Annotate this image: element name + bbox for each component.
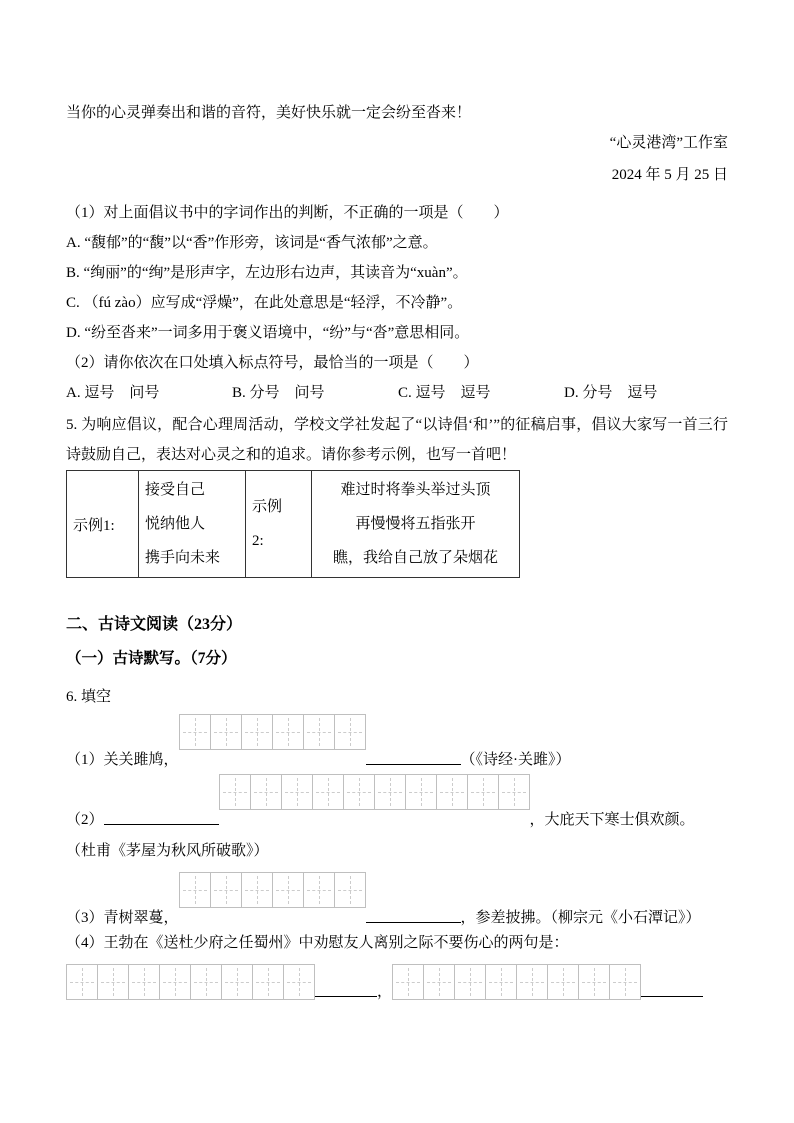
answer-cell: [467, 774, 499, 810]
answer-cell: [179, 714, 211, 750]
answer-cell: [334, 872, 366, 908]
q2-option-c: C. 逗号 逗号: [398, 385, 491, 401]
blank4-stem: （4）王勃在《送杜少府之任蜀州》中劝慰友人离别之际不要伤心的两句是：: [66, 935, 569, 951]
answer-cell: [498, 774, 530, 810]
answer-cell: [392, 964, 424, 1000]
answer-cell: [578, 964, 610, 1000]
answer-cell: [609, 964, 641, 1000]
intro-text: 当你的心灵弹奏出和谐的音符，美好快乐就一定会纷至沓来！: [66, 105, 472, 121]
example1-line-3: 携手向未来: [145, 550, 221, 566]
q5-stem: 5. 为响应倡议，配合心理周活动，学校文学社发起了“以诗倡‘和’”的征稿启事，倡议大家写一首三行诗鼓励自己，表达对心灵之和的追求。请你参考示例，也写一首吧！: [66, 417, 728, 463]
blank-line-3: [66, 870, 728, 928]
example1-line-2: 悦纳他人: [145, 516, 206, 532]
q2-option-d: D. 分号 逗号: [564, 385, 658, 401]
example1-content: [139, 471, 246, 578]
answer-cell: [159, 964, 191, 1000]
example2-label-line-1: 示例: [252, 499, 283, 515]
answer-cell: [250, 774, 282, 810]
answer-cell: [272, 714, 304, 750]
answer-cell: [436, 774, 468, 810]
blank3-answer-grid: [179, 872, 366, 908]
answer-cell: [485, 964, 517, 1000]
blank4-comma: ，: [377, 984, 393, 1000]
answer-cell: [128, 964, 160, 1000]
q2-stem: （2）请你依次在口处填入标点符号，最恰当的一项是（ ）: [66, 355, 479, 371]
answer-cell: [241, 872, 273, 908]
blank3-pre-text: （3）青树翠蔓，: [66, 910, 179, 926]
q1-stem: （1）对上面倡议书中的字词作出的判断，不正确的一项是（ ）: [66, 205, 509, 221]
answer-cell: [516, 964, 548, 1000]
answer-cell: [374, 774, 406, 810]
blank2-post-text: ，大庇天下寒士俱欢颜。: [529, 812, 695, 828]
blank2-underline: [104, 824, 219, 825]
example2-label-line-2: 2:: [252, 533, 264, 549]
q1-option-b: B. “绚丽”的“绚”是形声字，左边形右边声，其读音为“xuàn”。: [66, 265, 468, 281]
blank4-underline-a: [315, 996, 377, 997]
answer-cell: [281, 774, 313, 810]
blank-line-1: [66, 712, 728, 770]
blank1-underline: [366, 764, 461, 765]
q2-option-a: A. 逗号 问号: [66, 385, 160, 401]
answer-cell: [210, 714, 242, 750]
blank1-answer-grid: [179, 714, 366, 750]
answer-cell: [179, 872, 211, 908]
answer-cell: [283, 964, 315, 1000]
answer-cell: [454, 964, 486, 1000]
answer-cell: [423, 964, 455, 1000]
blank-line-4: [66, 962, 728, 1002]
q1-option-d: D. “纷至沓来”一词多用于褒义语境中，“纷”与“沓”意思相同。: [66, 325, 470, 341]
date-text: 2024 年 5 月 25 日: [611, 167, 728, 183]
blank3-post-text: ，参差披拂。（柳宗元《小石潭记》）: [460, 910, 701, 926]
blank1-source-text: （《诗经·关雎》）: [460, 752, 571, 768]
blank2-source-text: （杜甫《茅屋为秋风所破歌》）: [66, 843, 269, 859]
q2-option-b: B. 分号 问号: [232, 385, 325, 401]
answer-cell: [66, 964, 98, 1000]
answer-cell: [190, 964, 222, 1000]
q2-options-row: [66, 378, 728, 408]
example1-line-1: 接受自己: [145, 482, 206, 498]
q6-label: 6. 填空: [66, 689, 112, 705]
answer-cell: [252, 964, 284, 1000]
answer-cell: [219, 774, 251, 810]
signature-text: “心灵港湾”工作室: [609, 135, 728, 151]
answer-cell: [303, 872, 335, 908]
answer-cell: [547, 964, 579, 1000]
blank2-answer-grid: [219, 774, 530, 810]
q1-option-c: C. （fú zào）应写成“浮燥”，在此处意思是“轻浮，不冷静”。: [66, 295, 463, 311]
blank4-underline-b: [641, 996, 703, 997]
example-table-row: [67, 471, 520, 578]
answer-cell: [97, 964, 129, 1000]
example-table: [66, 470, 520, 578]
section-subtitle: （一）古诗默写。（7分）: [66, 650, 237, 667]
answer-cell: [210, 872, 242, 908]
example2-line-1: 难过时将拳头举过头顶: [340, 482, 491, 498]
blank4-answer-grid-b: [392, 964, 641, 1000]
q1-option-a: A. “馥郁”的“馥”以“香”作形旁，该词是“香气浓郁”之意。: [66, 235, 438, 251]
answer-cell: [272, 872, 304, 908]
example2-content: [312, 471, 520, 578]
example2-label: [246, 471, 312, 578]
blank2-pre-text: （2）: [66, 812, 104, 828]
example2-line-3: 瞧，我给自己放了朵烟花: [332, 550, 498, 566]
example2-line-2: 再慢慢将五指张开: [355, 516, 476, 532]
answer-cell: [221, 964, 253, 1000]
answer-cell: [303, 714, 335, 750]
answer-cell: [312, 774, 344, 810]
blank-line-2: [66, 772, 728, 830]
section-title: 二、古诗文阅读（23分）: [66, 616, 243, 633]
answer-cell: [334, 714, 366, 750]
blank3-underline: [366, 922, 461, 923]
blank4-answer-grid-a: [66, 964, 315, 1000]
answer-cell: [405, 774, 437, 810]
answer-cell: [343, 774, 375, 810]
blank1-pre-text: （1）关关雎鸠，: [66, 752, 179, 768]
answer-cell: [241, 714, 273, 750]
example1-label: 示例1:: [67, 471, 139, 578]
